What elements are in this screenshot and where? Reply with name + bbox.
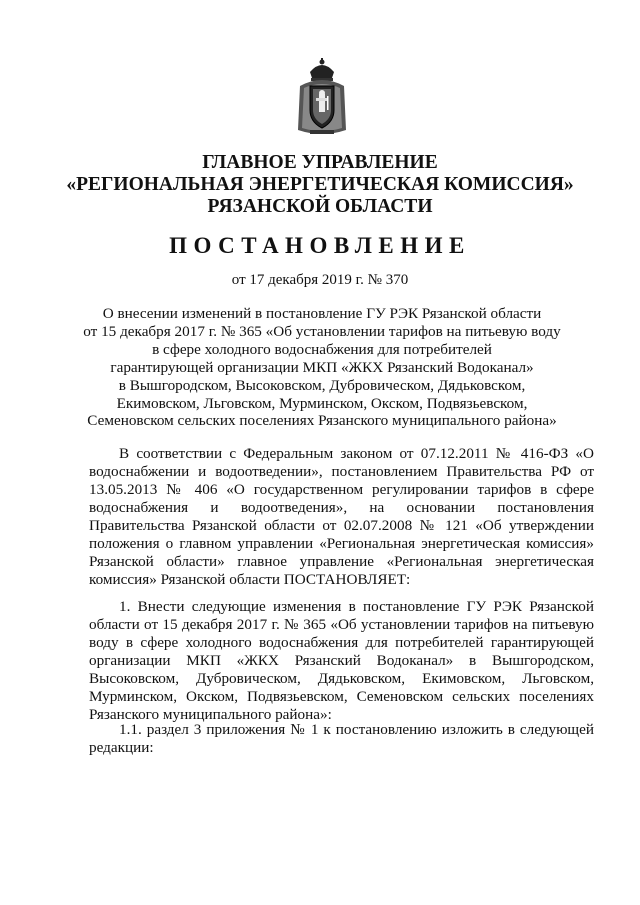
coat-of-arms-icon xyxy=(296,58,348,138)
subject-line: в Вышгородском, Высоковском, Дубровическом, Дядьковском, xyxy=(118,376,526,394)
subject-line: в сфере холодного водоснабжения для потребителей xyxy=(152,340,492,358)
agency-name-line-1: ГЛАВНОЕ УПРАВЛЕНИЕ xyxy=(202,152,438,173)
subject-line: О внесении изменений в постановление ГУ РЭК Рязанской области xyxy=(102,305,542,322)
agency-name-line-2: «РЕГИОНАЛЬНАЯ ЭНЕРГЕТИЧЕСКАЯ КОМИССИЯ» xyxy=(66,174,574,195)
item-1-paragraph: 1. Внести следующие изменения в постановление ГУ РЭК Рязанской области от 15 декабря 2017 г. № 365 «Об установлении тарифов на питьевую воду в сфере холодного водоснабжения для потребителей гарантирующей организации МКП «ЖКХ Рязанский Водоканал» в Вышгородском, Высоковском, Дубровическом, Дядьковском, Екимовском, Льговском, Мурминском, Окском, Подвязьевском, Семеновском сельских поселениях Рязанского муниципального района»: xyxy=(89,598,594,723)
subject-line: Семеновском сельских поселениях Рязанского муниципального района» xyxy=(87,412,557,430)
preamble-paragraph: В соответствии с Федеральным законом от 07.12.2011 № 416-ФЗ «О водоснабжении и водоотведении», постановлением Правительства РФ от 13.05.2013 № 406 «О государственном регулировании тарифов в сфере водоснабжения и водоотведения», на основании постановления Правительства Рязанской области от 02.07.2008 № 121 «Об утверждении положения о главном управлении «Региональная энергетическая комиссия» Рязанской области» главное управление «Региональная энергетическая комиссия» Рязанской области ПОСТАНОВЛЯЕТ: xyxy=(89,445,594,588)
agency-name xyxy=(40,152,600,218)
document-type-title: ПОСТАНОВЛЕНИЕ xyxy=(169,233,471,258)
subject-line: гарантирующей организации МКП «ЖКХ Рязанский Водоканал» xyxy=(110,358,534,376)
subject-line: Екимовском, Льговском, Мурминском, Окском, Подвязьевском, xyxy=(116,394,528,412)
document-subject xyxy=(80,305,564,430)
subject-line: от 15 декабря 2017 г. № 365 «Об установлении тарифов на питьевую воду xyxy=(83,322,561,340)
document-date-number: от 17 декабря 2019 г. № 370 xyxy=(231,272,409,288)
agency-name-line-3: РЯЗАНСКОЙ ОБЛАСТИ xyxy=(207,196,433,217)
item-1-1-paragraph: 1.1. раздел 3 приложения № 1 к постановлению изложить в следующей редакции: xyxy=(89,721,594,756)
